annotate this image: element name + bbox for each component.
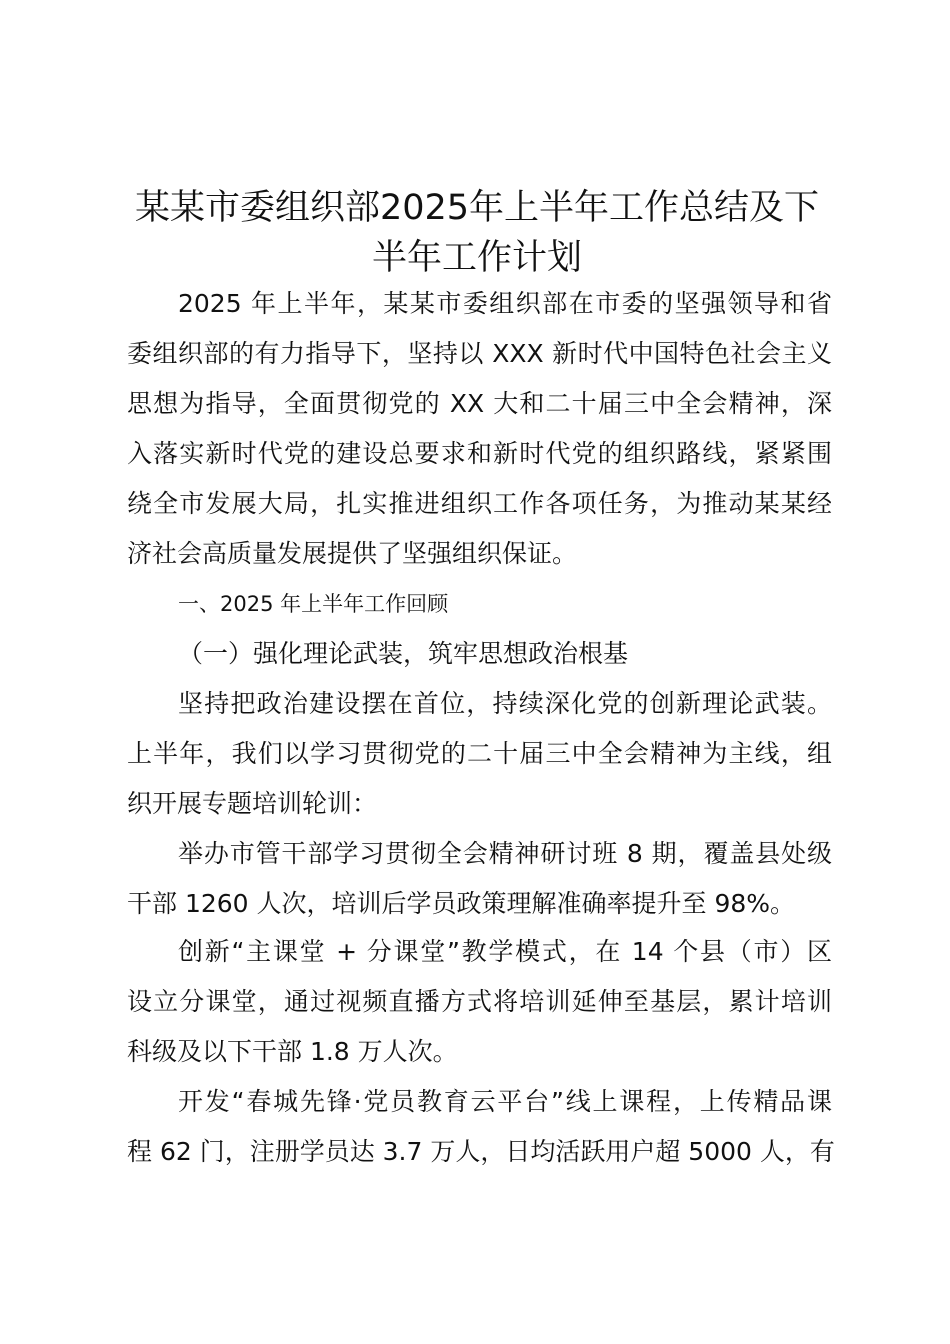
paragraph-3-line-2: 设立分课堂，通过视频直播方式将培训延伸至基层，累计培训	[127, 987, 832, 1016]
paragraph-1-line-3: 织开展专题培训轮训：	[127, 789, 378, 818]
paragraph-1-line-2: 上半年，我们以学习贯彻党的二十届三中全会精神为主线，组	[127, 739, 832, 768]
paragraph-4-line-2: 程 62 门，注册学员达 3.7 万人，日均活跃用户超 5000 人，有	[127, 1137, 835, 1166]
paragraph-1-line-1: 坚持把政治建设摆在首位，持续深化党的创新理论武装。	[178, 689, 832, 718]
paragraph-3-line-1: 创新“主课堂 + 分课堂”教学模式，在 14 个县（市）区	[178, 937, 832, 966]
paragraph-4-line-1: 开发“春城先锋·党员教育云平台”线上课程，上传精品课	[178, 1087, 832, 1116]
intro-line-6: 济社会高质量发展提供了坚强组织保证。	[127, 539, 578, 568]
intro-line-2: 委组织部的有力指导下，坚持以 XXX 新时代中国特色社会主义	[127, 339, 832, 368]
paragraph-2-line-1: 举办市管干部学习贯彻全会精神研讨班 8 期，覆盖县处级	[178, 839, 832, 868]
section-heading: 一、2025 年上半年工作回顾	[178, 592, 449, 616]
paragraph-3-line-3: 科级及以下干部 1.8 万人次。	[127, 1037, 458, 1066]
document-title-line-1: 某某市委组织部2025年上半年工作总结及下	[134, 188, 820, 228]
document-title-line-2: 半年工作计划	[371, 238, 582, 278]
intro-line-4: 入落实新时代党的建设总要求和新时代党的组织路线，紧紧围	[127, 439, 832, 468]
subsection-heading: （一）强化理论武装，筑牢思想政治根基	[178, 639, 629, 668]
intro-line-5: 绕全市发展大局，扎实推进组织工作各项任务，为推动某某经	[127, 489, 832, 518]
intro-line-1: 2025 年上半年，某某市委组织部在市委的坚强领导和省	[178, 289, 832, 318]
intro-line-3: 思想为指导，全面贯彻党的 XX 大和二十届三中全会精神，深	[127, 389, 832, 418]
paragraph-2-line-2: 干部 1260 人次，培训后学员政策理解准确率提升至 98%。	[127, 889, 796, 918]
